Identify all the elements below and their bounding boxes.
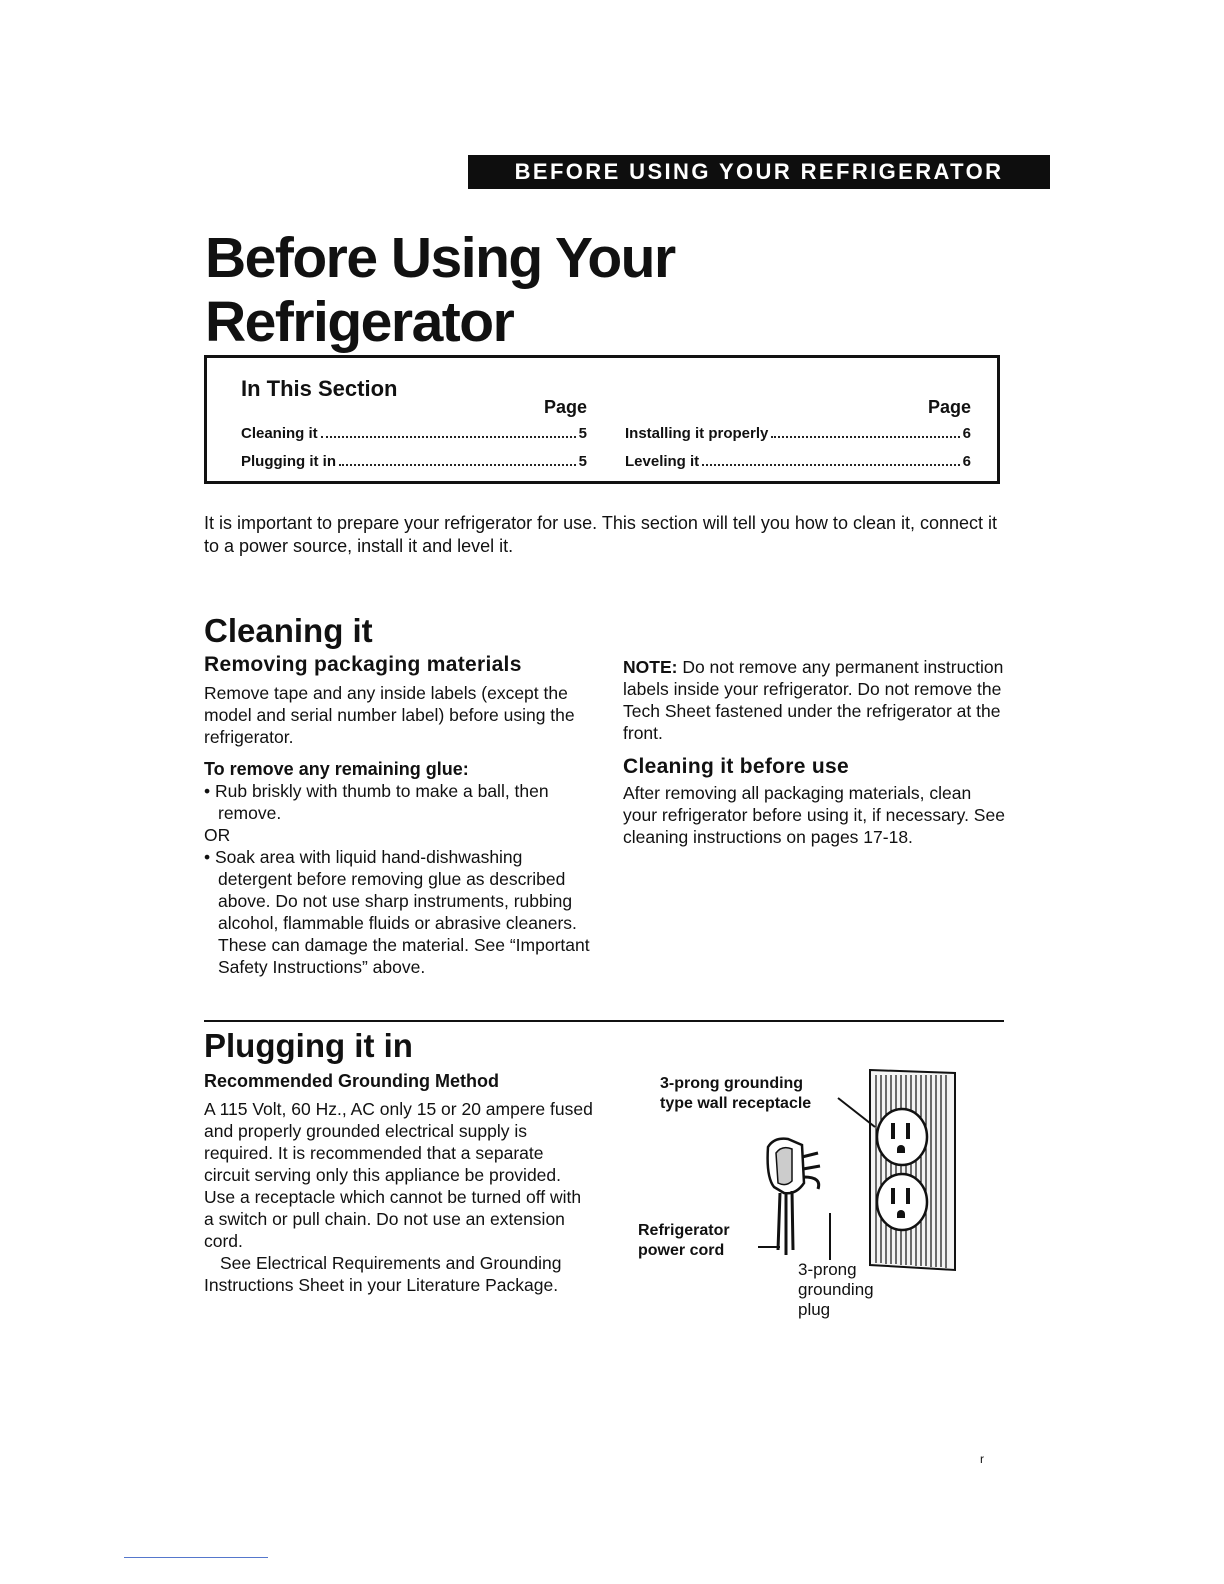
grounding-method-heading: Recommended Grounding Method [204, 1071, 499, 1091]
toc-entry-page: 6 [962, 453, 971, 470]
plugging-section-title: Plugging it in [204, 1027, 413, 1064]
cleaning-left-column [204, 652, 594, 978]
section-banner: BEFORE USING YOUR REFRIGERATOR [468, 155, 1050, 189]
packaging-text: Remove tape and any inside labels (except the model and serial number label) before using the refrigerator. [204, 683, 575, 747]
toc-entry-cleaning[interactable] [241, 420, 587, 448]
before-use-heading: Cleaning it before use [623, 755, 849, 778]
toc-entry-plugging[interactable] [241, 448, 587, 476]
grounding-plug-label-line: 3-prong [798, 1260, 857, 1279]
toc-leader [339, 464, 576, 466]
grounding-plug-label-line: plug [798, 1300, 831, 1319]
toc-leader [702, 464, 959, 466]
note-paragraph [623, 656, 1008, 744]
toc-leader [321, 436, 576, 438]
title-line-2: Refrigerator [205, 290, 514, 354]
grounding-plug-label-line: grounding [798, 1280, 874, 1299]
title-line-1: Before Using Your [205, 226, 675, 290]
toc-column-right [625, 394, 971, 476]
toc-leader [771, 436, 959, 438]
grounding-paragraph: A 115 Volt, 60 Hz., AC only 15 or 20 ampere fused and properly grounded electrical supply is required. It is recommended that a separate circuit serving only this appliance be provided. Use a receptacle which cannot be turned off with a switch or pull chain. Do not use an extension cord. [204, 1099, 593, 1251]
glue-step-rub: • Rub briskly with thumb to make a ball, then remove. [204, 781, 549, 823]
toc-entry-label: Leveling it [625, 453, 700, 470]
toc-entry-label: Cleaning it [241, 425, 318, 442]
glue-heading: To remove any remaining glue: [204, 759, 469, 779]
page-corner-mark: r [980, 1452, 984, 1466]
footer-line [124, 1557, 268, 1558]
plug-icon [768, 1139, 820, 1255]
power-cord-label-line: power cord [638, 1242, 725, 1259]
toc-column-left [241, 394, 587, 476]
page-title [205, 226, 675, 354]
grounding-reference: See Electrical Requirements and Grounding Instructions Sheet in your Literature Package. [204, 1253, 562, 1295]
toc-page-label: Page [927, 397, 971, 417]
section-divider [204, 1020, 1004, 1022]
power-cord-label-line: Refrigerator [638, 1222, 730, 1239]
receptacle-label-line: type wall receptacle [660, 1095, 812, 1112]
note-text: Do not remove any permanent instruction labels inside your refrigerator. Do not remove the Tech Sheet fastened under the refrigerator at the front. [623, 657, 1004, 743]
section-contents-box [204, 355, 1000, 484]
toc-entry-page: 6 [962, 425, 971, 442]
toc-heading: In This Section [241, 376, 398, 401]
toc-entry-label: Installing it properly [625, 425, 769, 442]
receptacle-label-line: 3-prong grounding [660, 1075, 804, 1092]
outlet-and-plug-illustration [740, 1065, 970, 1285]
note-label: NOTE: [623, 657, 678, 677]
toc-page-label: Page [543, 397, 587, 417]
intro-paragraph: It is important to prepare your refrigerator for use. This section will tell you how to clean it, connect it to a power source, install it and level it. [204, 513, 998, 556]
glue-step-soak: • Soak area with liquid hand-dishwashing detergent before removing glue as described above. Do not use sharp instruments, rubbing alcohol, flammable fluids or abrasive cleaners. These can damage the material. See “Important Safety Instructions” above. [204, 847, 590, 977]
toc-entry-installing[interactable] [625, 420, 971, 448]
before-use-text: After removing all packaging materials, clean your refrigerator before using it, if necessary. See cleaning instructions on pages 17-18. [623, 783, 1005, 847]
cleaning-right-column [623, 656, 1008, 848]
toc-entry-page: 5 [578, 425, 587, 442]
cleaning-section-title: Cleaning it [204, 612, 373, 649]
toc-entry-page: 5 [578, 453, 587, 470]
toc-entry-label: Plugging it in [241, 453, 336, 470]
packaging-heading: Removing packaging materials [204, 653, 522, 676]
toc-entry-leveling[interactable] [625, 448, 971, 476]
wall-plate-icon [870, 1070, 955, 1270]
or-label: OR [204, 825, 231, 845]
power-cord-label [638, 1221, 730, 1261]
plugging-text-column [204, 1070, 594, 1296]
